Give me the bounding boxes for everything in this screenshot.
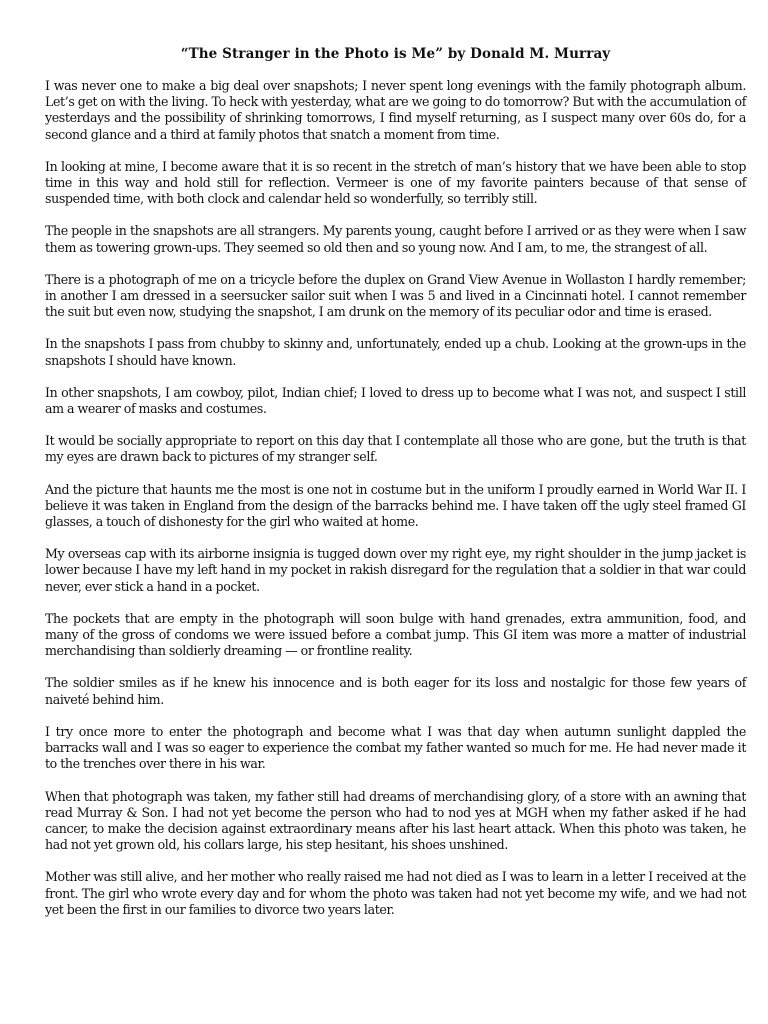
paragraph: And the picture that haunts me the most is one not in costume but in the uniform I proudly earned in World War II. I believe it was taken in England from the design of the barracks behind me. I have taken off the ugly steel framed GI glasses, a touch of dishonesty for the girl who waited at home. — [45, 481, 746, 530]
paragraph: The pockets that are empty in the photograph will soon bulge with hand grenades, extra ammunition, food, and many of the gross of condoms we were issued before a combat jump. This GI item was more a matter of industrial merchandising than soldierly dreaming — or frontline reality. — [45, 610, 746, 659]
paragraph: In the snapshots I pass from chubby to skinny and, unfortunately, ended up a chub. Looking at the grown-ups in the snapshots I should have known. — [45, 336, 746, 368]
paragraph: I was never one to make a big deal over snapshots; I never spent long evenings with the family photograph album. Let’s get on with the living. To heck with yesterday, what are we going to do tomorrow? But with the accumulation of yesterdays and the possibility of shrinking tomorrows, I find myself returning, as I suspect many over 60s do, for a second glance and a third at family photos that snatch a moment from time. — [45, 78, 746, 142]
paragraph: The soldier smiles as if he knew his innocence and is both eager for its loss and nostalgic for those few years of naiveté behind him. — [45, 675, 746, 707]
paragraph: Mother was still alive, and her mother who really raised me had not died as I was to learn in a letter I received at the front. The girl who wrote every day and for whom the photo was taken had not yet become my wife, and we had not yet been the first in our families to divorce two years later. — [45, 869, 746, 917]
paragraph: When that photograph was taken, my father still had dreams of merchandising glory, of a store with an awning that read Murray & Son. I had not yet become the person who had to nod yes at MGH when my father asked if he had cancer, to make the decision against extraordinary means after his last heart attack. When this photo was taken, he had not yet grown old, his collars large, his step hesitant, his shoes unshined. — [45, 788, 746, 853]
paragraph: I try once more to enter the photograph and become what I was that day when autumn sunlight dappled the barracks wall and I was so eager to experience the combat my father wanted so much for me. He had never made it to the trenches over there in his war. — [45, 723, 746, 772]
paragraph: My overseas cap with its airborne insignia is tugged down over my right eye, my right shoulder in the jump jacket is lower because I have my left hand in my pocket in rakish disregard for the regulation that a soldier in that war could never, ever stick a hand in a pocket. — [45, 546, 746, 594]
paragraph: There is a photograph of me on a tricycle before the duplex on Grand View Avenue in Wollaston I hardly remember; in another I am dressed in a seersucker sailor suit when I was 5 and lived in a Cincinnati hotel. I cannot remember the suit but even now, studying the snapshot, I am drunk on the memory of its peculiar odor and time is erased. — [45, 271, 746, 320]
document-title: “The Stranger in the Photo is Me” by Donald M. Murray — [180, 46, 611, 62]
paragraph: It would be socially appropriate to report on this day that I contemplate all those who are gone, but the truth is that my eyes are drawn back to pictures of my stranger self. — [45, 433, 746, 465]
paragraph: In looking at mine, I become aware that it is so recent in the stretch of man’s history that we have been able to stop time in this way and hold still for reflection. Vermeer is one of my favorite painters because of that sense of suspended time, with both clock and calendar held so wonderfully, so terribly still. — [45, 158, 746, 207]
paragraph: In other snapshots, I am cowboy, pilot, Indian chief; I loved to dress up to become what I was not, and suspect I still am a wearer of masks and costumes. — [45, 384, 746, 417]
paragraph: The people in the snapshots are all strangers. My parents young, caught before I arrived or as they were when I saw them as towering grown-ups. They seemed so old then and so young now. And I am, to me, the strangest of all. — [45, 223, 746, 255]
